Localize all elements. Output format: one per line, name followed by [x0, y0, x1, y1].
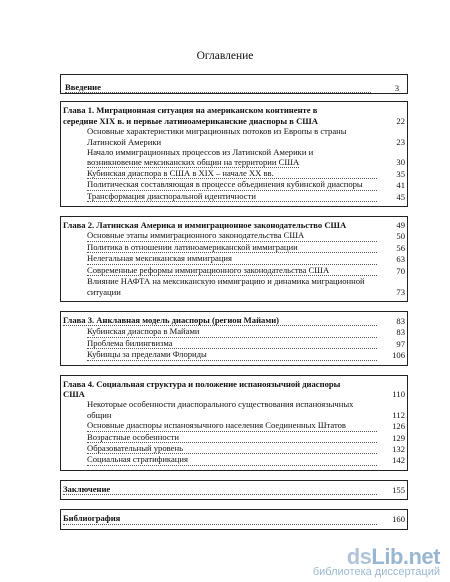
chapter-title-line: США [63, 388, 85, 399]
chapter-title [63, 105, 377, 126]
chapter-title: Глава 3. Анклавная модель диаспоры (регион Майами) [63, 315, 377, 326]
section-page: 50 [396, 231, 405, 242]
toc-section[interactable] [63, 338, 407, 349]
section-title: Возрастные особенности [87, 432, 377, 443]
section-title: Основные характеристики миграционных потоков из Европы в страны Латинской Америки [87, 126, 347, 147]
section-title: Нелегальная мексиканская иммиграция [87, 253, 377, 264]
section-title: Основные этапы иммиграционного законодательства США [87, 230, 377, 241]
section-page: 129 [392, 432, 405, 443]
bibliography-block [60, 509, 408, 529]
section-title: Кубинская диаспора в Майами [87, 326, 377, 337]
section-title: Влияние НАФТА на мексиканскую иммиграцию и динамика миграционной ситуации [87, 276, 365, 297]
toc-section[interactable] [63, 265, 407, 276]
toc-section[interactable] [63, 276, 407, 297]
toc-entry-page: 3 [394, 83, 399, 93]
section-page: 56 [396, 242, 405, 253]
section-page: 142 [392, 455, 405, 466]
section-title: Политика в отношении латиноамериканской иммиграции [87, 242, 377, 253]
chapter-block [60, 375, 408, 471]
chapter-page: 83 [396, 315, 405, 326]
toc-section[interactable] [63, 191, 407, 202]
conclusion-block [60, 480, 408, 500]
toc-section[interactable] [63, 242, 407, 253]
section-page: 30 [396, 157, 405, 168]
section-title: Образовательный уровень [87, 443, 377, 454]
toc-section[interactable] [63, 399, 407, 420]
toc-entry-label: Библиография [63, 513, 377, 524]
section-title: Основные диаспоры испаноязычного населения Соединенных Штатов [87, 420, 377, 431]
chapter-title [63, 379, 377, 400]
toc-chapter-1[interactable] [63, 105, 407, 126]
section-title: Кубинская диаспора в США в XIX – начале XX вв. [87, 168, 377, 179]
watermark [240, 544, 440, 578]
toc-section[interactable] [63, 230, 407, 241]
chapter-block [60, 311, 408, 366]
watermark-caption: библиотека диссертаций [312, 566, 440, 578]
section-page: 73 [396, 286, 405, 297]
toc-section[interactable] [63, 253, 407, 264]
section-page: 23 [396, 136, 405, 147]
chapter-page: 22 [396, 115, 405, 126]
toc-section[interactable] [63, 147, 407, 168]
chapter-page: 49 [396, 220, 405, 231]
section-page: 63 [396, 254, 405, 265]
table-of-contents [60, 74, 408, 539]
toc-chapter-4[interactable] [63, 379, 407, 400]
section-page: 112 [392, 409, 405, 420]
toc-section[interactable] [63, 349, 407, 360]
toc-section[interactable] [63, 443, 407, 454]
toc-entry-page: 160 [392, 514, 405, 525]
chapter-title-line: Глава 4. Социальная структура и положение испаноязычной диаспоры [63, 378, 341, 389]
section-page: 35 [396, 168, 405, 179]
section-title: Трансформация диаспоральной идентичности [87, 191, 377, 202]
toc-section[interactable] [63, 179, 407, 190]
section-page: 132 [392, 443, 405, 454]
intro-block [60, 74, 408, 94]
toc-section[interactable] [63, 454, 407, 465]
toc-section[interactable] [63, 126, 407, 147]
chapter-block [60, 216, 408, 302]
toc-entry-label: Заключение [63, 484, 377, 495]
section-page: 41 [396, 180, 405, 191]
toc-chapter-3[interactable] [63, 315, 407, 326]
toc-section[interactable] [63, 420, 407, 431]
section-title: Некоторые особенности диаспорального существования испаноязычных общин [87, 399, 354, 420]
section-title: Кубинцы за пределами Флориды [87, 349, 377, 360]
chapter-block [60, 101, 408, 207]
toc-entry-label: Введение [65, 82, 371, 93]
chapter-title-line: середине XIX в. и первые латиноамериканские диаспоры в США [63, 115, 318, 126]
section-page: 97 [396, 338, 405, 349]
chapter-title: Глава 2. Латинская Америка и иммиграционное законодательство США [63, 220, 347, 231]
section-title: Проблема билингвизма [87, 338, 377, 349]
toc-section[interactable] [63, 432, 407, 443]
section-page: 106 [392, 350, 405, 361]
watermark-logo: dsLib.net [346, 544, 440, 569]
page-title: Оглавление [196, 50, 254, 62]
section-page: 126 [392, 421, 405, 432]
section-title: Начало иммиграционных процессов из Латинской Америки и возникновение мексиканских общин на территории США [87, 147, 314, 168]
chapter-title-line: Глава 1. Миграционная ситуация на американском континенте в [63, 105, 318, 116]
toc-entry-page: 155 [392, 484, 405, 495]
section-title: Политическая составляющая в процессе объединения кубинской диаспоры [87, 179, 377, 190]
toc-entry-bibliography[interactable] [63, 513, 407, 524]
section-page: 83 [396, 327, 405, 338]
section-page: 45 [396, 191, 405, 202]
toc-section[interactable] [63, 168, 407, 179]
section-title: Современные реформы иммиграционного законодательства США [87, 265, 377, 276]
toc-entry-conclusion[interactable] [63, 484, 407, 495]
section-title: Социальная стратификация [87, 454, 377, 465]
toc-section[interactable] [63, 326, 407, 337]
toc-chapter-2[interactable] [63, 220, 407, 230]
toc-entry-intro[interactable] [65, 82, 401, 93]
section-page: 70 [396, 265, 405, 276]
chapter-page: 110 [392, 388, 405, 399]
